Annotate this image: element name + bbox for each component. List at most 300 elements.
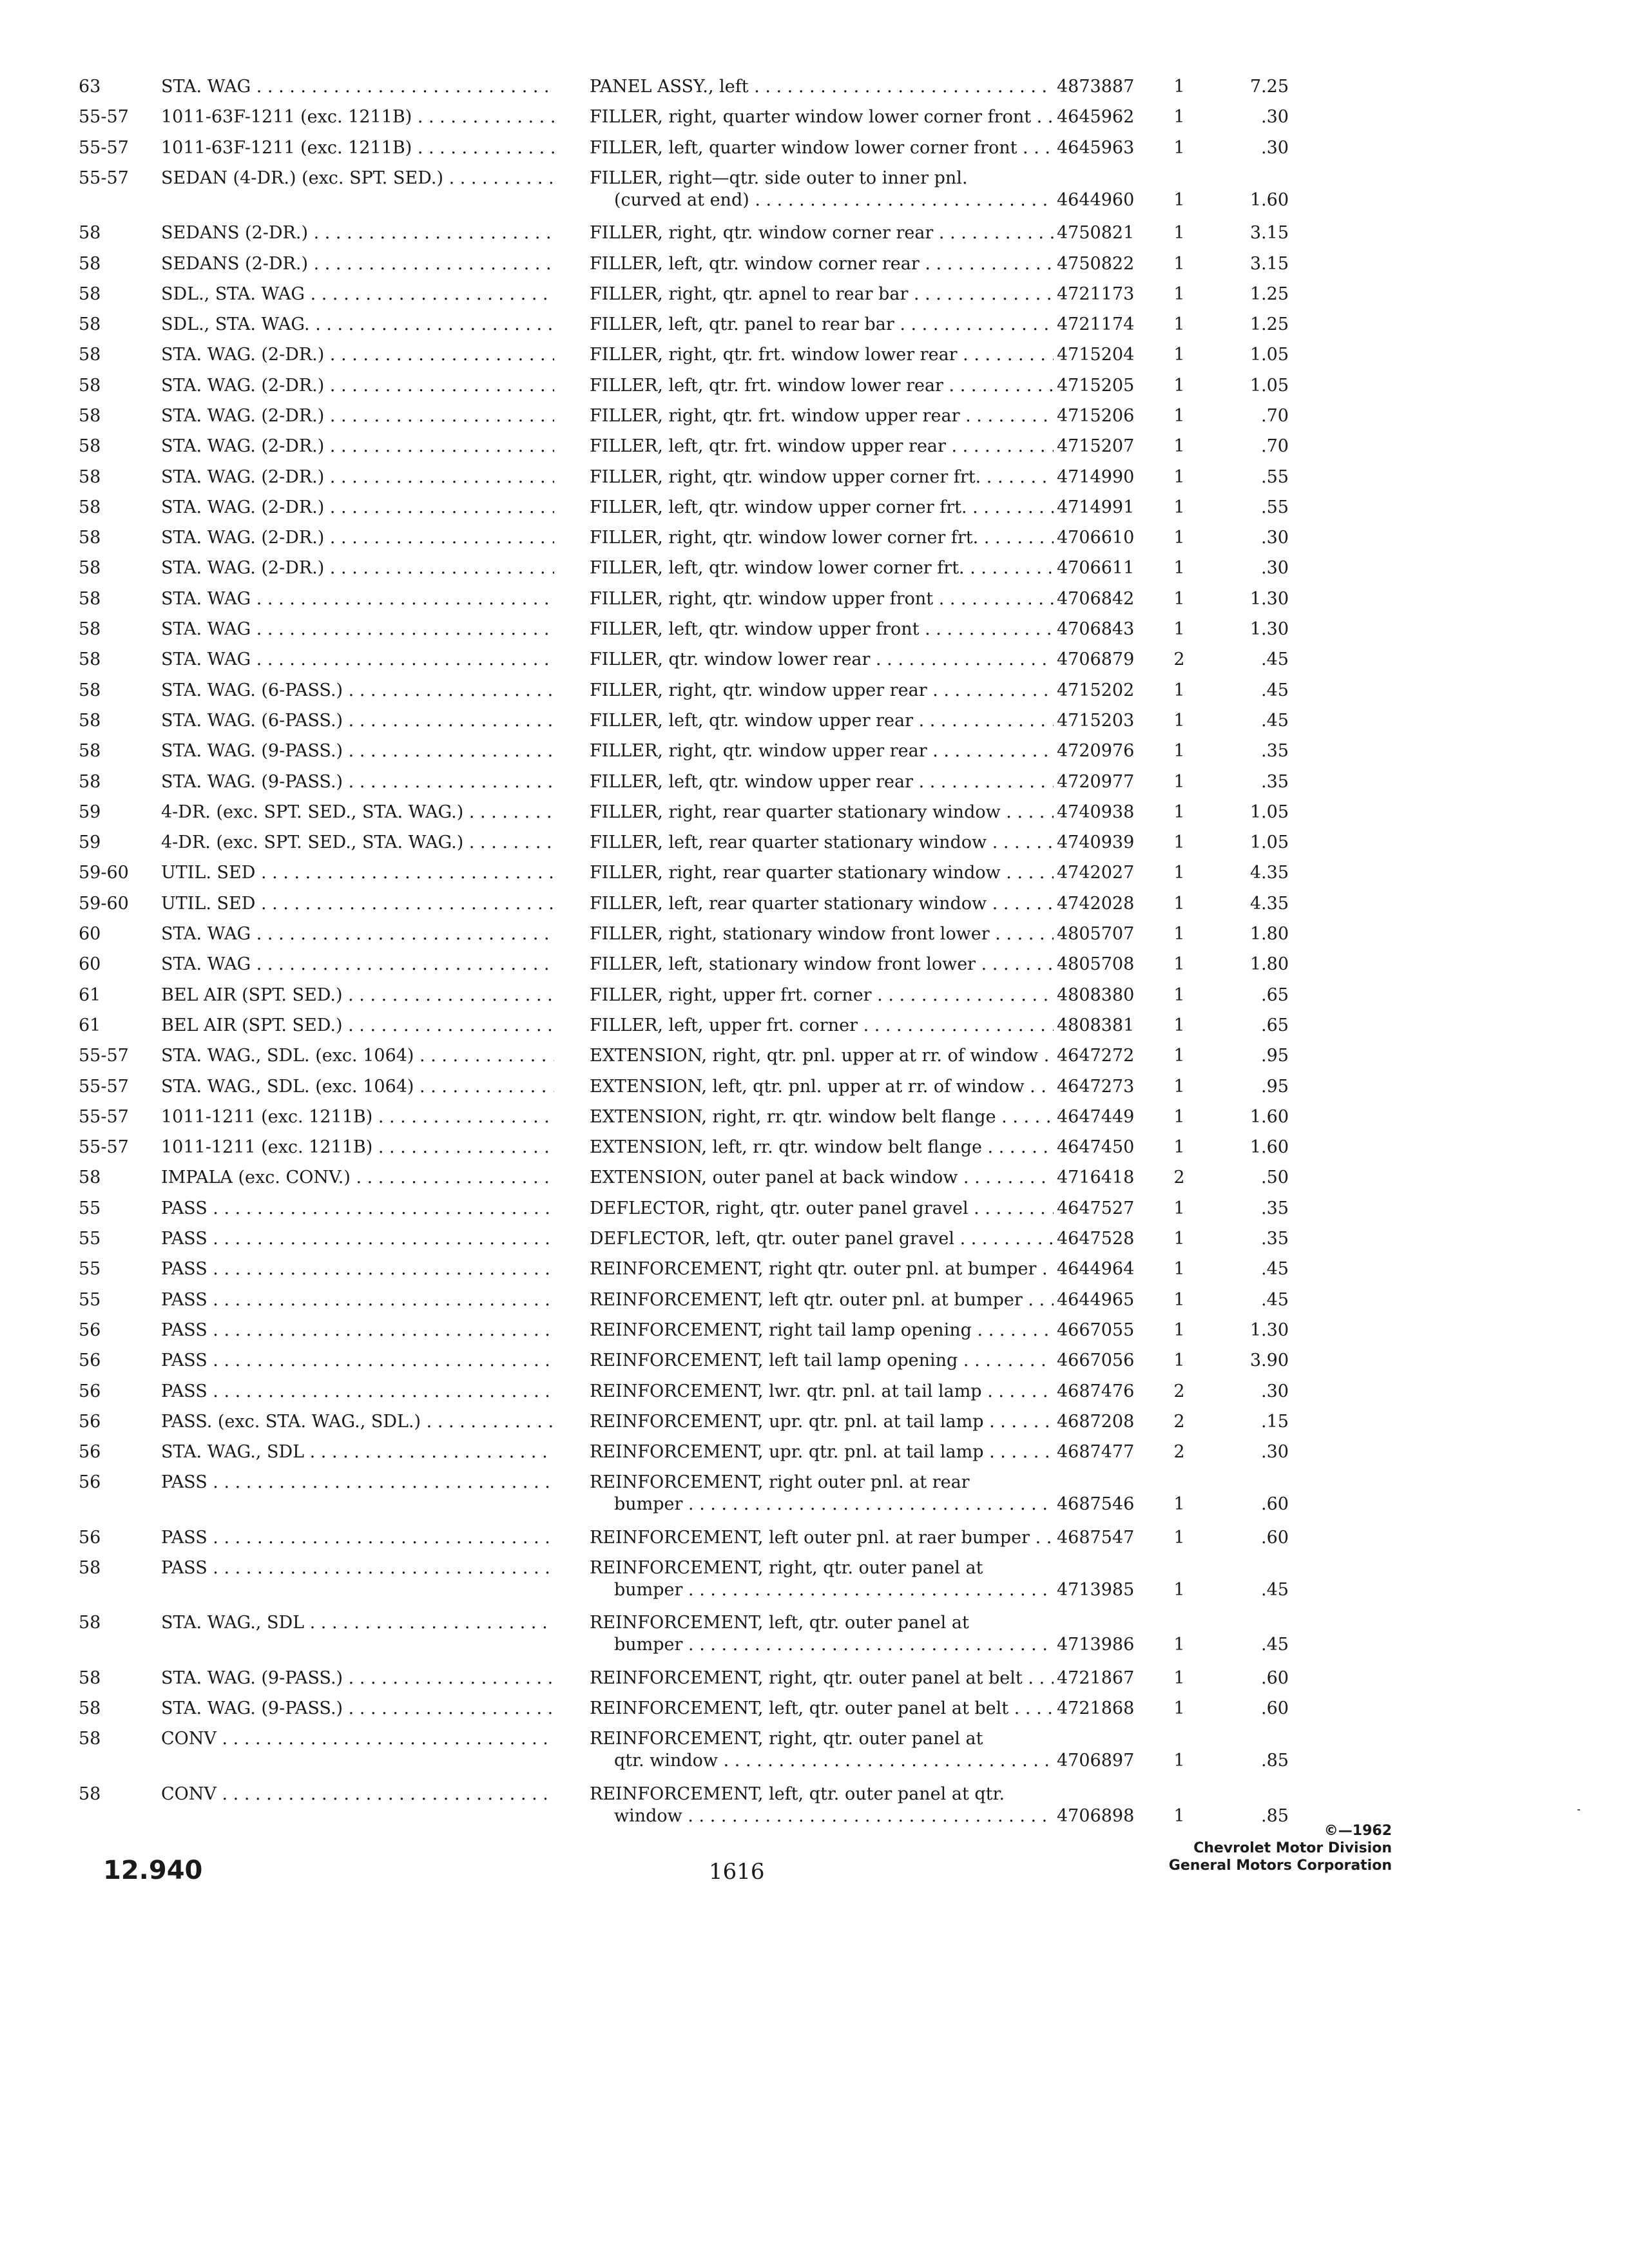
model-year: 56 [79,1472,101,1492]
part-description [590,1527,1054,1549]
part-description [590,649,1054,671]
part-number: 4645963 [1057,138,1135,158]
model-year: 55-57 [79,1107,129,1127]
description-text: FILLER, right, qtr. frt. window upper rear . . . [590,406,1054,426]
quantity: 1 [1173,138,1185,158]
description-text: FILLER, right, qtr. window corner rear . . . [590,223,1054,243]
part-number: 4740938 [1057,802,1135,822]
part-description [590,466,1054,488]
quantity: 1 [1173,894,1185,914]
quantity: 1 [1173,436,1185,456]
part-number: 4644964 [1057,1259,1135,1279]
quantity: 1 [1173,772,1185,792]
description-text: FILLER, left, qtr. panel to rear bar . . . [590,314,1054,334]
description-text: REINFORCEMENT, left outer pnl. at raer bumper . . . [590,1528,1054,1548]
part-number: 4720977 [1057,772,1135,792]
part-number: 4715204 [1057,345,1135,365]
part-description [590,619,1054,640]
model-text: PASS [161,1528,207,1548]
model-year: 55 [79,1290,101,1310]
list-price: .45 [1261,1635,1289,1655]
part-number: 4721867 [1057,1668,1135,1688]
quantity: 1 [1173,711,1185,731]
list-price: 3.15 [1249,254,1289,274]
model-applicability [161,527,554,549]
model-text: PASS [161,1229,207,1249]
model-year: 58 [79,558,101,578]
part-number: 4716418 [1057,1168,1135,1187]
list-price: .95 [1261,1046,1289,1066]
part-number: 4647272 [1057,1046,1135,1066]
part-description [590,1350,1054,1372]
part-description [590,802,1054,823]
model-year: 58 [79,376,101,396]
part-number: 4750822 [1057,254,1135,274]
quantity: 1 [1173,1320,1185,1340]
model-year: 58 [79,436,101,456]
description-text: FILLER, left, qtr. window lower corner frt. . . . [590,558,1054,578]
quantity: 1 [1173,1580,1185,1600]
model-text: 4-DR. (exc. SPT. SED., STA. WAG.) [161,802,464,822]
description-text: EXTENSION, right, rr. qtr. window belt flange . . . [590,1107,1054,1127]
model-text: PASS [161,1320,207,1340]
model-applicability [161,1076,554,1098]
model-text: STA. WAG. (9-PASS.) [161,741,343,761]
model-text: UTIL. SED [161,894,256,914]
model-text: BEL AIR (SPT. SED.) [161,1015,343,1035]
model-year: 55 [79,1229,101,1249]
description-text: DEFLECTOR, left, qtr. outer panel gravel . . . [590,1229,1054,1249]
model-year: 59 [79,802,101,822]
quantity: 1 [1173,558,1185,578]
model-text: UTIL. SED [161,863,256,883]
description-text: DEFLECTOR, right, qtr. outer panel gravel . . . [590,1198,1054,1218]
part-number: 4706879 [1057,649,1135,669]
description-text: EXTENSION, left, qtr. pnl. upper at rr. of window . . . [590,1077,1054,1097]
model-year: 59 [79,832,101,852]
model-applicability [161,375,554,397]
model-year: 58 [79,497,101,517]
description-text: FILLER, right, qtr. window upper corner frt. . . . [590,467,1054,487]
part-description [590,1411,1054,1433]
corporation-name: General Motors Corporation [1168,1858,1392,1874]
list-price: 1.05 [1249,345,1289,365]
list-price: 4.35 [1249,863,1289,883]
part-number: 4644965 [1057,1290,1135,1310]
description-text: FILLER, left, stationary window front lower . . . [590,954,1054,974]
model-text: PASS [161,1259,207,1279]
model-year: 58 [79,772,101,792]
quantity: 1 [1173,1350,1185,1370]
model-year: 59-60 [79,863,129,883]
model-text: SEDAN (4-DR.) (exc. SPT. SED.) [161,168,443,188]
quantity: 1 [1173,680,1185,700]
description-text: FILLER, right, qtr. window upper rear . . . [590,741,1054,761]
quantity: 1 [1173,1528,1185,1548]
part-number: 4742027 [1057,863,1135,883]
part-number: 4715205 [1057,376,1135,396]
description-text: FILLER, left, qtr. window upper corner frt. . . . [590,497,1054,517]
model-year: 58 [79,589,101,609]
part-description [590,168,1054,211]
description-text: REINFORCEMENT, right, qtr. outer panel at [590,1558,983,1578]
quantity: 1 [1173,1229,1185,1249]
part-description [590,710,1054,732]
model-applicability [161,106,554,128]
division-name: Chevrolet Motor Division [1193,1840,1392,1856]
description-text: FILLER, right, qtr. window lower corner frt. . . . [590,528,1054,548]
list-price: .30 [1261,138,1289,158]
part-description [590,680,1054,702]
quantity: 1 [1173,1698,1185,1718]
quantity: 1 [1173,1806,1185,1826]
list-price: 1.30 [1249,1320,1289,1340]
list-price: .55 [1261,467,1289,487]
part-description [590,1137,1054,1158]
model-applicability [161,923,554,945]
model-year: 58 [79,467,101,487]
list-price: 3.15 [1249,223,1289,243]
quantity: 1 [1173,254,1185,274]
model-applicability [161,862,554,884]
quantity: 1 [1173,589,1185,609]
list-price: 1.80 [1249,954,1289,974]
model-year: 58 [79,1729,101,1749]
model-applicability [161,893,554,915]
model-year: 55-57 [79,107,129,127]
part-number: 4645962 [1057,107,1135,127]
part-number: 4805708 [1057,954,1135,974]
list-price: .45 [1261,1259,1289,1279]
model-applicability [161,1728,554,1750]
part-description [590,1076,1054,1098]
model-year: 58 [79,1168,101,1187]
description-text: FILLER, right, rear quarter stationary window . . . [590,802,1054,822]
model-text: STA. WAG. (9-PASS.) [161,772,343,792]
model-applicability [161,1289,554,1311]
quantity: 2 [1173,649,1185,669]
list-price: .85 [1261,1806,1289,1826]
part-description [590,588,1054,610]
model-text: CONV [161,1729,217,1749]
model-year: 55 [79,1259,101,1279]
model-year: 58 [79,284,101,304]
model-applicability [161,222,554,244]
part-description [590,314,1054,336]
description-text: FILLER, left, rear quarter stationary window . . . [590,832,1054,852]
model-applicability [161,802,554,823]
quantity: 1 [1173,190,1185,210]
model-text: STA. WAG [161,619,251,639]
list-price: 4.35 [1249,894,1289,914]
part-number: 4687547 [1057,1528,1135,1548]
list-price: .70 [1261,436,1289,456]
part-description [590,253,1054,275]
quantity: 2 [1173,1168,1185,1187]
part-description [590,1783,1054,1827]
quantity: 1 [1173,77,1185,97]
part-description [590,557,1054,579]
model-applicability [161,649,554,671]
quantity: 1 [1173,1668,1185,1688]
part-description [590,1258,1054,1280]
model-applicability [161,253,554,275]
model-year: 58 [79,314,101,334]
part-number: 4715202 [1057,680,1135,700]
model-applicability [161,1320,554,1341]
list-price: .30 [1261,558,1289,578]
description-text: REINFORCEMENT, left tail lamp opening . . . [590,1350,1054,1370]
part-description [590,1015,1054,1037]
description-text: REINFORCEMENT, upr. qtr. pnl. at tail lamp . . . [590,1412,1054,1432]
quantity: 1 [1173,1751,1185,1771]
quantity: 1 [1173,1494,1185,1514]
model-applicability [161,1667,554,1689]
model-text: STA. WAG. (2-DR.) [161,467,325,487]
list-price: 1.05 [1249,376,1289,396]
part-number: 4647450 [1057,1137,1135,1157]
model-text: STA. WAG. (9-PASS.) [161,1668,343,1688]
model-year: 58 [79,1668,101,1688]
quantity: 2 [1173,1412,1185,1432]
part-description [590,893,1054,915]
quantity: 1 [1173,954,1185,974]
description-continuation: qtr. window . . . [590,1750,1054,1772]
model-year: 58 [79,1613,101,1633]
part-number: 4667055 [1057,1320,1135,1340]
quantity: 1 [1173,985,1185,1005]
model-text: STA. WAG [161,77,251,97]
model-applicability [161,1167,554,1189]
part-description [590,222,1054,244]
quantity: 1 [1173,802,1185,822]
part-number: 4647449 [1057,1107,1135,1127]
model-text: STA. WAG. (2-DR.) [161,558,325,578]
model-text: STA. WAG., SDL. (exc. 1064) [161,1046,414,1066]
part-description [590,527,1054,549]
model-text: STA. WAG [161,924,251,944]
description-text: EXTENSION, right, qtr. pnl. upper at rr. of window . . . [590,1046,1054,1066]
model-text: 1011-63F-1211 (exc. 1211B) [161,138,412,158]
model-applicability [161,771,554,793]
description-text: REINFORCEMENT, upr. qtr. pnl. at tail lamp . . . [590,1442,1054,1462]
model-applicability [161,76,554,98]
quantity: 1 [1173,1137,1185,1157]
description-text: FILLER, left, qtr. window upper rear . . . [590,772,1054,792]
quantity: 1 [1173,1259,1185,1279]
part-description [590,1106,1054,1128]
part-number: 4721173 [1057,284,1135,304]
list-price: 1.30 [1249,619,1289,639]
description-continuation: (curved at end) . . . [590,189,1054,211]
description-text: FILLER, right, qtr. window upper front . . . [590,589,1054,609]
quantity: 1 [1173,1198,1185,1218]
quantity: 1 [1173,497,1185,517]
part-description [590,1167,1054,1189]
model-year: 58 [79,649,101,669]
part-number: 4713986 [1057,1635,1135,1655]
model-text: BEL AIR (SPT. SED.) [161,985,343,1005]
part-number: 4706610 [1057,528,1135,548]
model-applicability [161,1612,554,1634]
model-text: STA. WAG. (2-DR.) [161,376,325,396]
model-applicability [161,1198,554,1220]
model-applicability [161,314,554,336]
model-text: PASS. (exc. STA. WAG., SDL.) [161,1412,421,1432]
quantity: 1 [1173,1077,1185,1097]
model-applicability [161,710,554,732]
quantity: 1 [1173,832,1185,852]
part-description [590,375,1054,397]
description-continuation: bumper . . . [590,1579,1054,1601]
model-applicability [161,1527,554,1549]
model-year: 56 [79,1528,101,1548]
list-price: .60 [1261,1494,1289,1514]
description-text: REINFORCEMENT, lwr. qtr. pnl. at tail lamp . . . [590,1381,1054,1401]
model-year: 60 [79,954,101,974]
section-number: 12.940 [103,1856,203,1885]
list-price: .45 [1261,680,1289,700]
model-applicability [161,557,554,579]
model-applicability [161,985,554,1006]
model-text: STA. WAG., SDL [161,1613,305,1633]
model-year: 58 [79,254,101,274]
model-year: 55 [79,1198,101,1218]
model-text: STA. WAG [161,589,251,609]
model-text: STA. WAG. (2-DR.) [161,528,325,548]
model-year: 56 [79,1350,101,1370]
model-applicability [161,137,554,159]
description-text: FILLER, left, rear quarter stationary window . . . [590,894,1054,914]
quantity: 2 [1173,1442,1185,1462]
model-text: STA. WAG., SDL. (exc. 1064) [161,1077,414,1097]
model-year: 60 [79,924,101,944]
part-number: 4715206 [1057,406,1135,426]
list-price: .60 [1261,1528,1289,1548]
quantity: 1 [1173,1015,1185,1035]
description-continuation: bumper . . . [590,1634,1054,1656]
part-description [590,106,1054,128]
model-year: 58 [79,528,101,548]
list-price: 1.80 [1249,924,1289,944]
part-description [590,740,1054,762]
description-text: FILLER, right, qtr. frt. window lower rear . . . [590,345,1054,365]
part-description [590,985,1054,1006]
model-applicability [161,1557,554,1579]
model-applicability [161,588,554,610]
list-price: 1.25 [1249,284,1289,304]
description-text: FILLER, right, quarter window lower corner front . . . [590,107,1054,127]
description-text: FILLER, left, qtr. frt. window upper rear . . . [590,436,1054,456]
model-text: IMPALA (exc. CONV.) [161,1168,351,1187]
part-number: 4750821 [1057,223,1135,243]
model-year: 55-57 [79,1077,129,1097]
description-text: FILLER, left, qtr. window corner rear . . . [590,254,1054,274]
part-description [590,1441,1054,1463]
part-number: 4687546 [1057,1494,1135,1514]
model-applicability [161,344,554,366]
list-price: .15 [1261,1412,1289,1432]
part-description [590,137,1054,159]
model-applicability [161,680,554,702]
part-description [590,1557,1054,1601]
part-number: 4714990 [1057,467,1135,487]
list-price: 1.60 [1249,1107,1289,1127]
model-applicability [161,1381,554,1403]
description-text: REINFORCEMENT, left, qtr. outer panel at qtr. [590,1784,1005,1804]
quantity: 1 [1173,345,1185,365]
list-price: .30 [1261,528,1289,548]
description-text: FILLER, right, upper frt. corner . . . [590,985,1054,1005]
model-year: 61 [79,985,101,1005]
description-text: EXTENSION, left, rr. qtr. window belt flange . . . [590,1137,1054,1157]
list-price: 7.25 [1249,77,1289,97]
model-applicability [161,1137,554,1158]
part-number: 4706842 [1057,589,1135,609]
part-description [590,344,1054,366]
model-text: STA. WAG [161,954,251,974]
model-applicability [161,168,554,189]
model-year: 56 [79,1412,101,1432]
part-number: 4706611 [1057,558,1135,578]
quantity: 1 [1173,1046,1185,1066]
part-number: 4808381 [1057,1015,1135,1035]
part-number: 4740939 [1057,832,1135,852]
model-applicability [161,1258,554,1280]
model-year: 55-57 [79,138,129,158]
quantity: 1 [1173,223,1185,243]
model-text: 1011-1211 (exc. 1211B) [161,1107,373,1127]
quantity: 1 [1173,1290,1185,1310]
model-applicability [161,1783,554,1805]
list-price: .65 [1261,985,1289,1005]
model-text: STA. WAG. (2-DR.) [161,497,325,517]
quantity: 1 [1173,376,1185,396]
list-price: .35 [1261,772,1289,792]
model-applicability [161,954,554,975]
model-text: SEDANS (2-DR.) [161,254,308,274]
description-text: REINFORCEMENT, right, qtr. outer panel at [590,1729,983,1749]
part-number: 4647527 [1057,1198,1135,1218]
model-text: STA. WAG. (2-DR.) [161,406,325,426]
part-number: 4644960 [1057,190,1135,210]
model-year: 59-60 [79,894,129,914]
model-text: 4-DR. (exc. SPT. SED., STA. WAG.) [161,832,464,852]
quantity: 1 [1173,741,1185,761]
part-number: 4687476 [1057,1381,1135,1401]
list-price: 1.60 [1249,1137,1289,1157]
list-price: 3.90 [1249,1350,1289,1370]
model-applicability [161,1472,554,1494]
description-text: REINFORCEMENT, right qtr. outer pnl. at bumper . . . [590,1259,1054,1279]
part-description [590,771,1054,793]
part-number: 4715203 [1057,711,1135,731]
description-text: FILLER, right, qtr. window upper rear . . . [590,680,1054,700]
model-text: SEDANS (2-DR.) [161,223,308,243]
part-number: 4713985 [1057,1580,1135,1600]
model-applicability [161,740,554,762]
part-description [590,76,1054,98]
part-number: 4873887 [1057,77,1135,97]
model-text: PASS [161,1472,207,1492]
model-text: STA. WAG. (6-PASS.) [161,680,343,700]
model-year: 61 [79,1015,101,1035]
model-year: 56 [79,1320,101,1340]
description-text: FILLER, left, qtr. window upper rear . . . [590,711,1054,731]
model-applicability [161,1441,554,1463]
model-year: 58 [79,345,101,365]
model-text: SDL., STA. WAG [161,284,305,304]
